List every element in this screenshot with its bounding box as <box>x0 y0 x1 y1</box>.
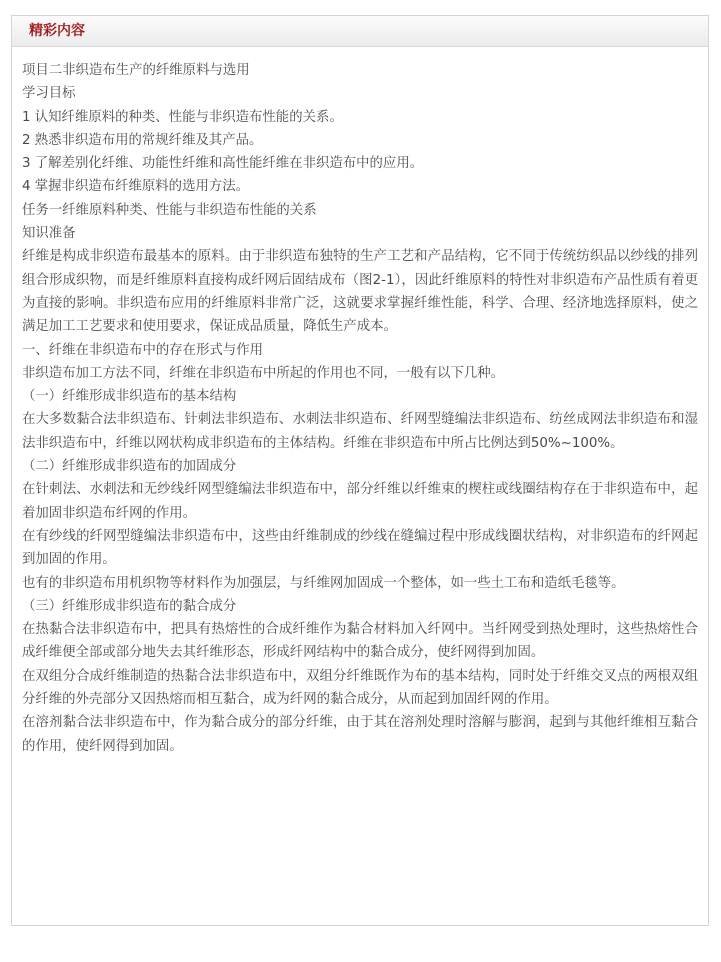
article-body <box>22 59 698 758</box>
paragraph: 在针刺法、水刺法和无纱线纤网型缝编法非织造布中，部分纤维以纤维束的楔柱或线圈结构存在于非织造布中，起着加固非织造布纤网的作用。 <box>22 482 698 521</box>
text-line: 4 掌握非织造布纤维原料的选用方法。 <box>22 179 250 195</box>
paragraph: 在溶剂黏合法非织造布中，作为黏合成分的部分纤维，由于其在溶剂处理时溶解与膨润，起到与其他纤维相互黏合的作用，使纤网得到加固。 <box>22 715 698 754</box>
text-line: 项目二非织造布生产的纤维原料与选用 <box>22 63 250 78</box>
paragraph: 在双组分合成纤维制造的热黏合法非织造布中，双组分纤维既作为布的基本结构，同时处于纤维交叉点的两根双组分纤维的外壳部分又因热熔而相互黏合，成为纤网的黏合成分，从而起到加固纤网的作用。 <box>22 668 698 708</box>
text-line: 知识准备 <box>22 226 76 242</box>
subsection-heading: （一）纤维形成非织造布的基本结构 <box>22 389 237 405</box>
panel-title: 精彩内容 <box>29 23 85 39</box>
subsection-heading: （三）纤维形成非织造布的黏合成分 <box>22 598 237 614</box>
text-line: 学习目标 <box>22 86 76 102</box>
paragraph: 在热黏合法非织造布中，把具有热熔性的合成纤维作为黏合材料加入纤网中。当纤网受到热处理时，这些热熔性合成纤维便全部或部分地失去其纤维形态，形成纤网结构中的黏合成分，使纤网得到加固。 <box>22 622 698 661</box>
content-panel <box>11 15 709 926</box>
subsection-heading: （二）纤维形成非织造布的加固成分 <box>22 459 237 475</box>
text-line: 2 熟悉非织造布用的常规纤维及其产品。 <box>22 132 263 148</box>
section-heading: 一、纤维在非织造布中的存在形式与作用 <box>22 342 264 358</box>
text-line: 任务一纤维原料种类、性能与非织造布性能的关系 <box>22 202 317 218</box>
paragraph: 非织造布加工方法不同，纤维在非织造布中所起的作用也不同，一般有以下几种。 <box>22 365 505 381</box>
paragraph: 也有的非织造布用机织物等材料作为加强层，与纤维网加固成一个整体，如一些土工布和造纸毛毯等。 <box>22 575 625 591</box>
paragraph: 纤维是构成非织造布最基本的原料。由于非织造布独特的生产工艺和产品结构，它不同于传统纺织品以纱线的排列组合形成织物，而是纤维原料直接构成纤网后固结成布（图2-1），因此纤维原料的特性对非织造布产品性质有着更为直接的影响。非织造布应用的纤维原料非常广泛，这就要求掌握纤维性能，科学、合理、经济地选择原料，使之满足加工工艺要求和使用要求，保证成品质量，降低生产成本。 <box>22 249 698 335</box>
text-line: 1 认知纤维原料的种类、性能与非织造布性能的关系。 <box>22 109 343 125</box>
text-line: 3 了解差别化纤维、功能性纤维和高性能纤维在非织造布中的应用。 <box>22 156 424 172</box>
paragraph: 在大多数黏合法非织造布、针刺法非织造布、水刺法非织造布、纤网型缝编法非织造布、纺丝成网法非织造布和湿法非织造布中，纤维以网状构成非织造布的主体结构。纤维在非织造布中所占比例达到50%~100%。 <box>22 412 698 451</box>
paragraph: 在有纱线的纤网型缝编法非织造布中，这些由纤维制成的纱线在缝编过程中形成线圈状结构，对非织造布的纤网起到加固的作用。 <box>22 528 698 568</box>
panel-header <box>12 16 708 47</box>
